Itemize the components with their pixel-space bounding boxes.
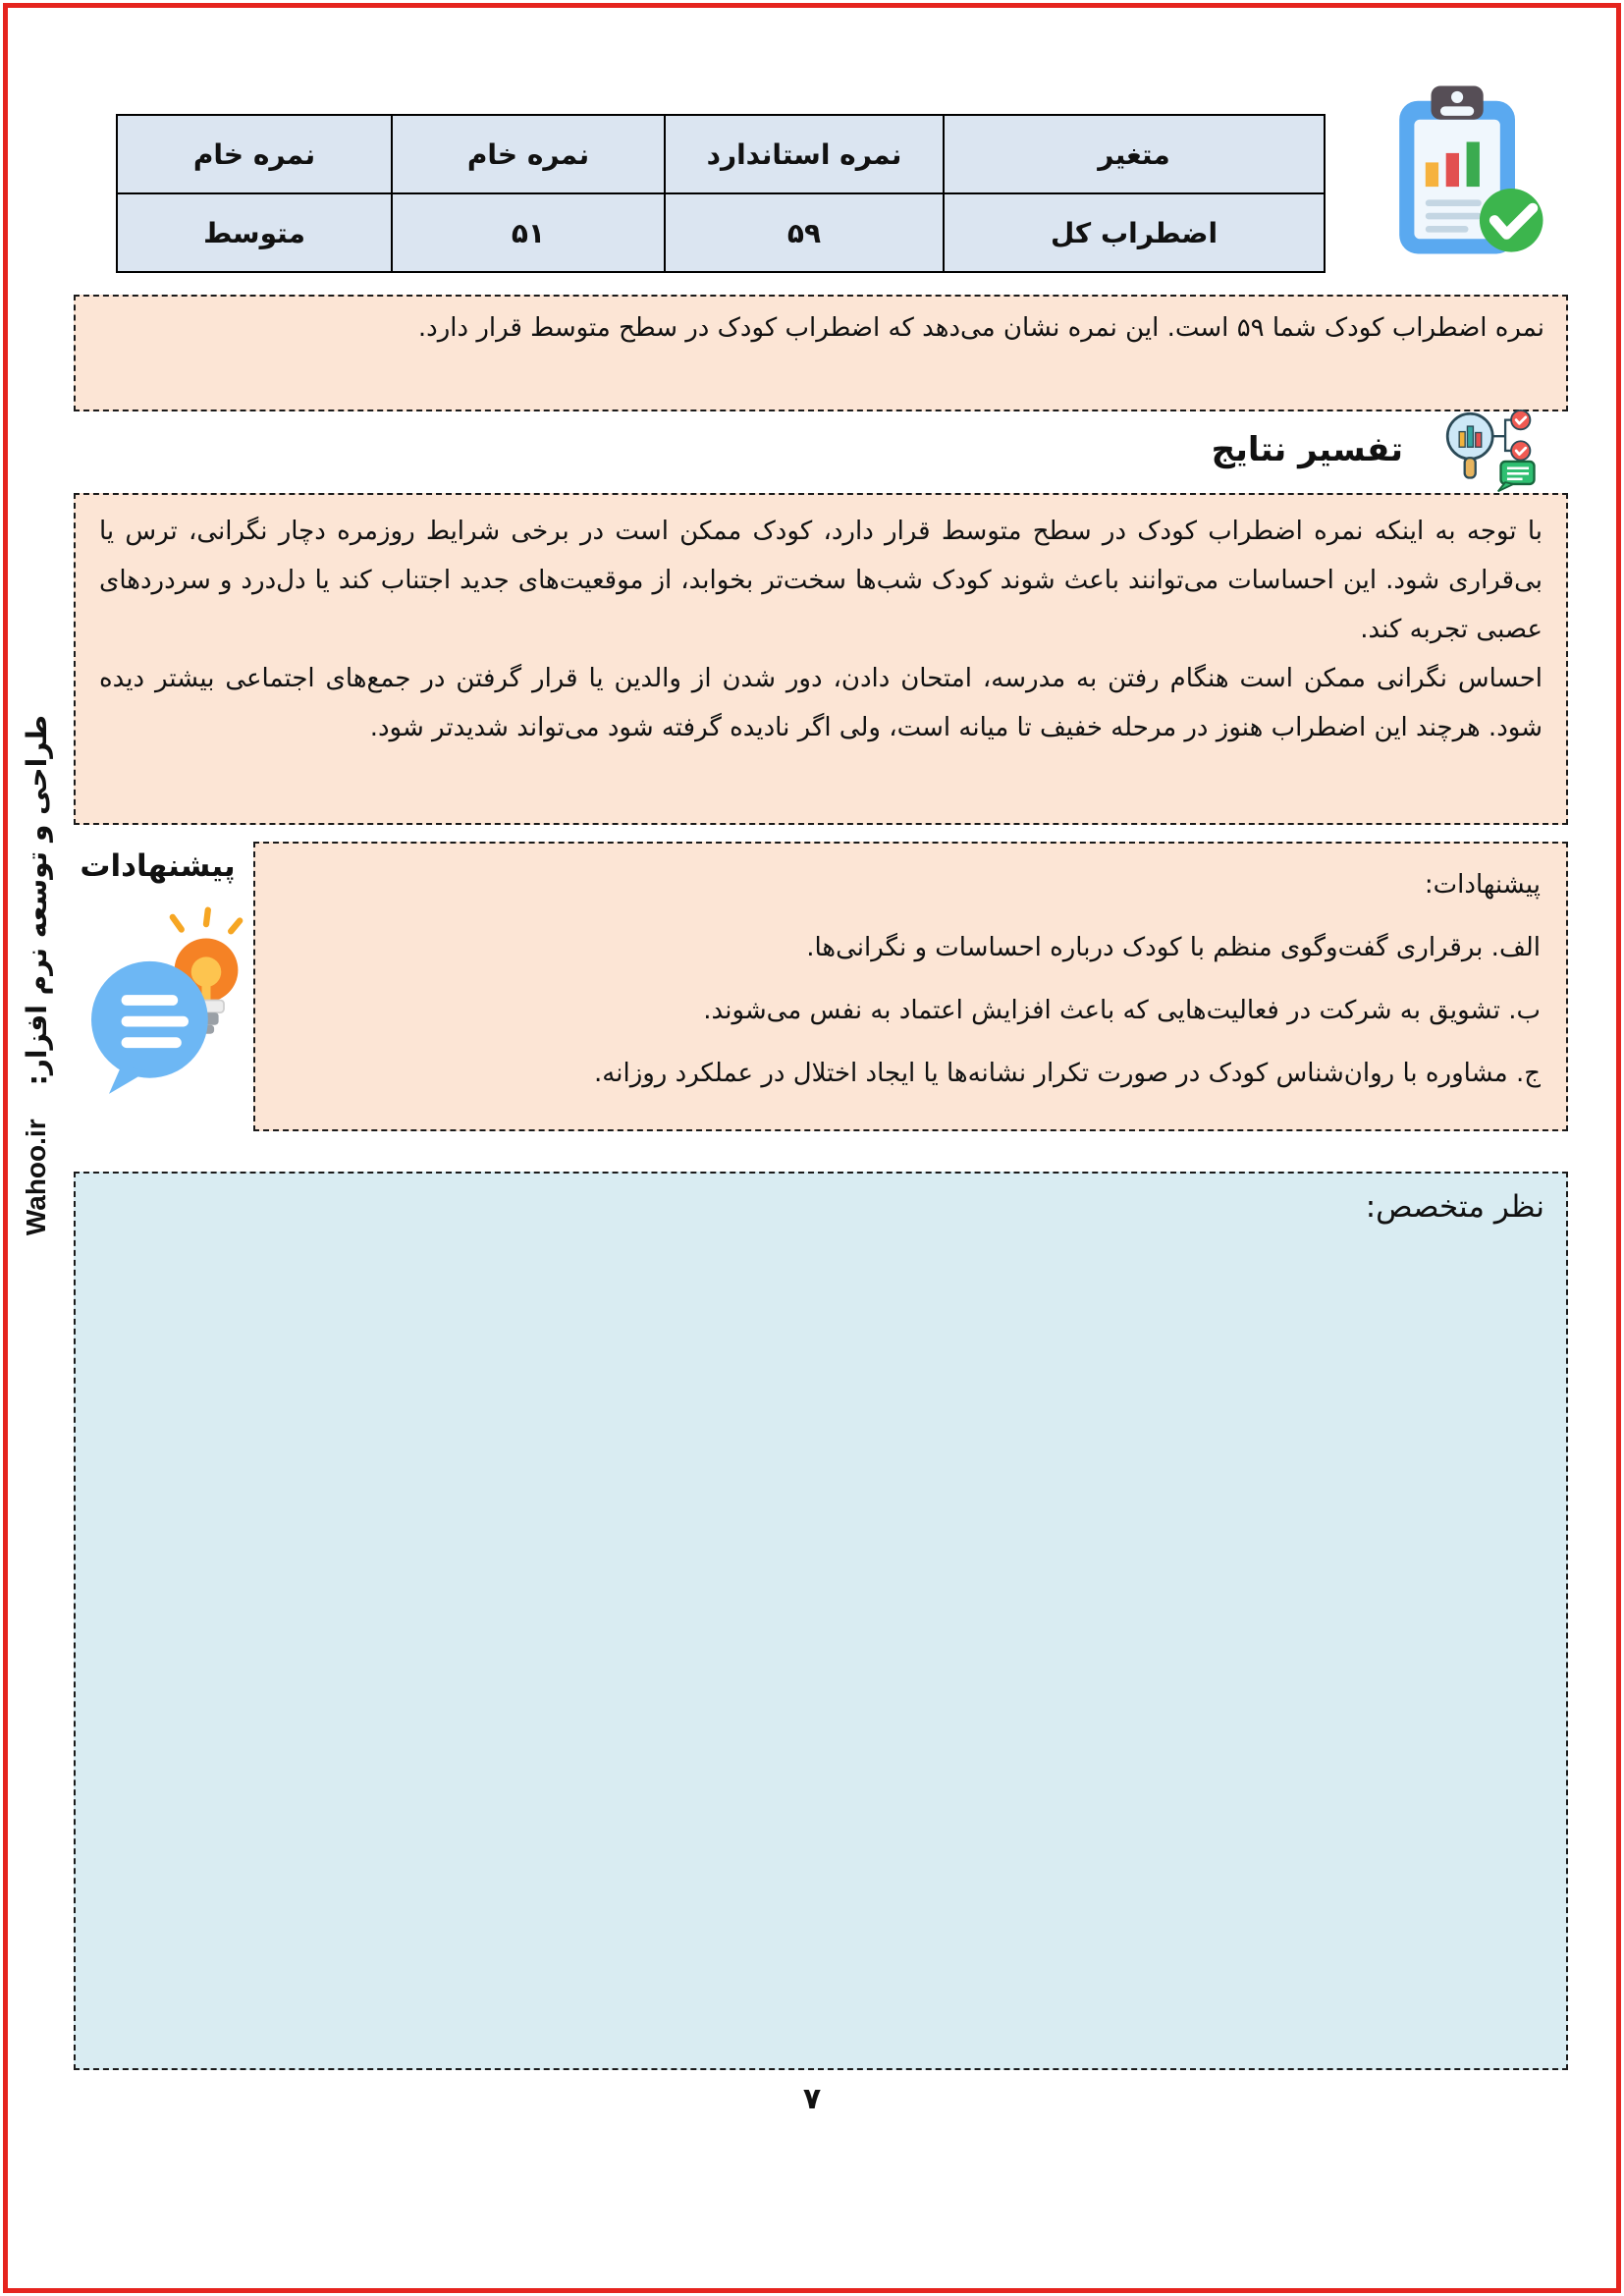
cell-standard-score: ۵۹ [665, 193, 944, 272]
interpretation-box [74, 493, 1568, 825]
suggestions-box-title: پیشنهادات: [1424, 870, 1541, 900]
score-summary-box [74, 295, 1568, 411]
column-header-variable: متغیر [944, 115, 1325, 193]
suggestion-item: الف. برقراری گفت‌وگوی منظم با کودک درباره احساسات و نگرانی‌ها. [806, 933, 1541, 962]
clipboard-checklist-icon [1373, 77, 1564, 263]
page-number: ۷ [802, 2082, 822, 2116]
interpretation-paragraph: احساس نگرانی ممکن است هنگام رفتن به مدرسه، امتحان دادن، دور شدن از والدین یا قرار گرفتن در جمع‌های اجتماعی بیشتر دیده شود. هرچند این اضطراب هنوز در مرحله خفیف تا میانه است، ولی اگر نادیده گرفته شود می‌تواند شدیدتر شود. [99, 664, 1543, 742]
cell-variable: اضطراب کل [944, 193, 1325, 272]
magnifier-chart-analysis-icon [1411, 405, 1568, 495]
developer-credit-text: طراحی و توسعه نرم افزار: [20, 715, 53, 1086]
score-summary-text: نمره اضطراب کودک شما ۵۹ است. این نمره نشان می‌دهد که اضطراب کودک در سطح متوسط قرار دارد. [417, 313, 1544, 343]
interpretation-heading-row [74, 405, 1568, 495]
results-table [116, 114, 1326, 273]
suggestion-item: ب. تشویق به شرکت در فعالیت‌هایی که باعث افزایش اعتماد به نفس می‌شوند. [703, 996, 1541, 1025]
table-header-row [117, 115, 1325, 193]
expert-opinion-label: نظر متخصص: [1365, 1189, 1544, 1225]
suggestions-side-label: پیشنهادات [80, 848, 236, 884]
column-header-standard-score: نمره استاندارد [665, 115, 944, 193]
chat-bubble-lightbulb-icon [82, 900, 259, 1101]
interpretation-heading: تفسیر نتایج [1211, 430, 1403, 469]
table-row [117, 193, 1325, 272]
suggestions-box [253, 842, 1568, 1131]
expert-opinion-box [74, 1172, 1568, 2070]
cell-raw-score: ۵۱ [392, 193, 665, 272]
column-header-raw-score-2: نمره خام [117, 115, 392, 193]
column-header-raw-score: نمره خام [392, 115, 665, 193]
interpretation-paragraph: با توجه به اینکه نمره اضطراب کودک در سطح متوسط قرار دارد، کودک ممکن است در برخی شرایط روزمره دچار نگرانی، ترس یا بی‌قراری شود. این احساسات می‌توانند باعث شوند کودک شب‌ها سخت‌تر بخوابد، از موقعیت‌های جدید اجتناب کند یا دل‌درد و سردردهای عصبی تجربه کند. [99, 517, 1543, 644]
developer-credit-brand: Wahoo.ir [21, 1119, 51, 1236]
suggestion-item: ج. مشاوره با روان‌شناس کودک در صورت تکرار نشانه‌ها یا ایجاد اختلال در عملکرد روزانه. [594, 1059, 1541, 1088]
cell-level: متوسط [117, 193, 392, 272]
developer-credit [14, 715, 59, 1343]
